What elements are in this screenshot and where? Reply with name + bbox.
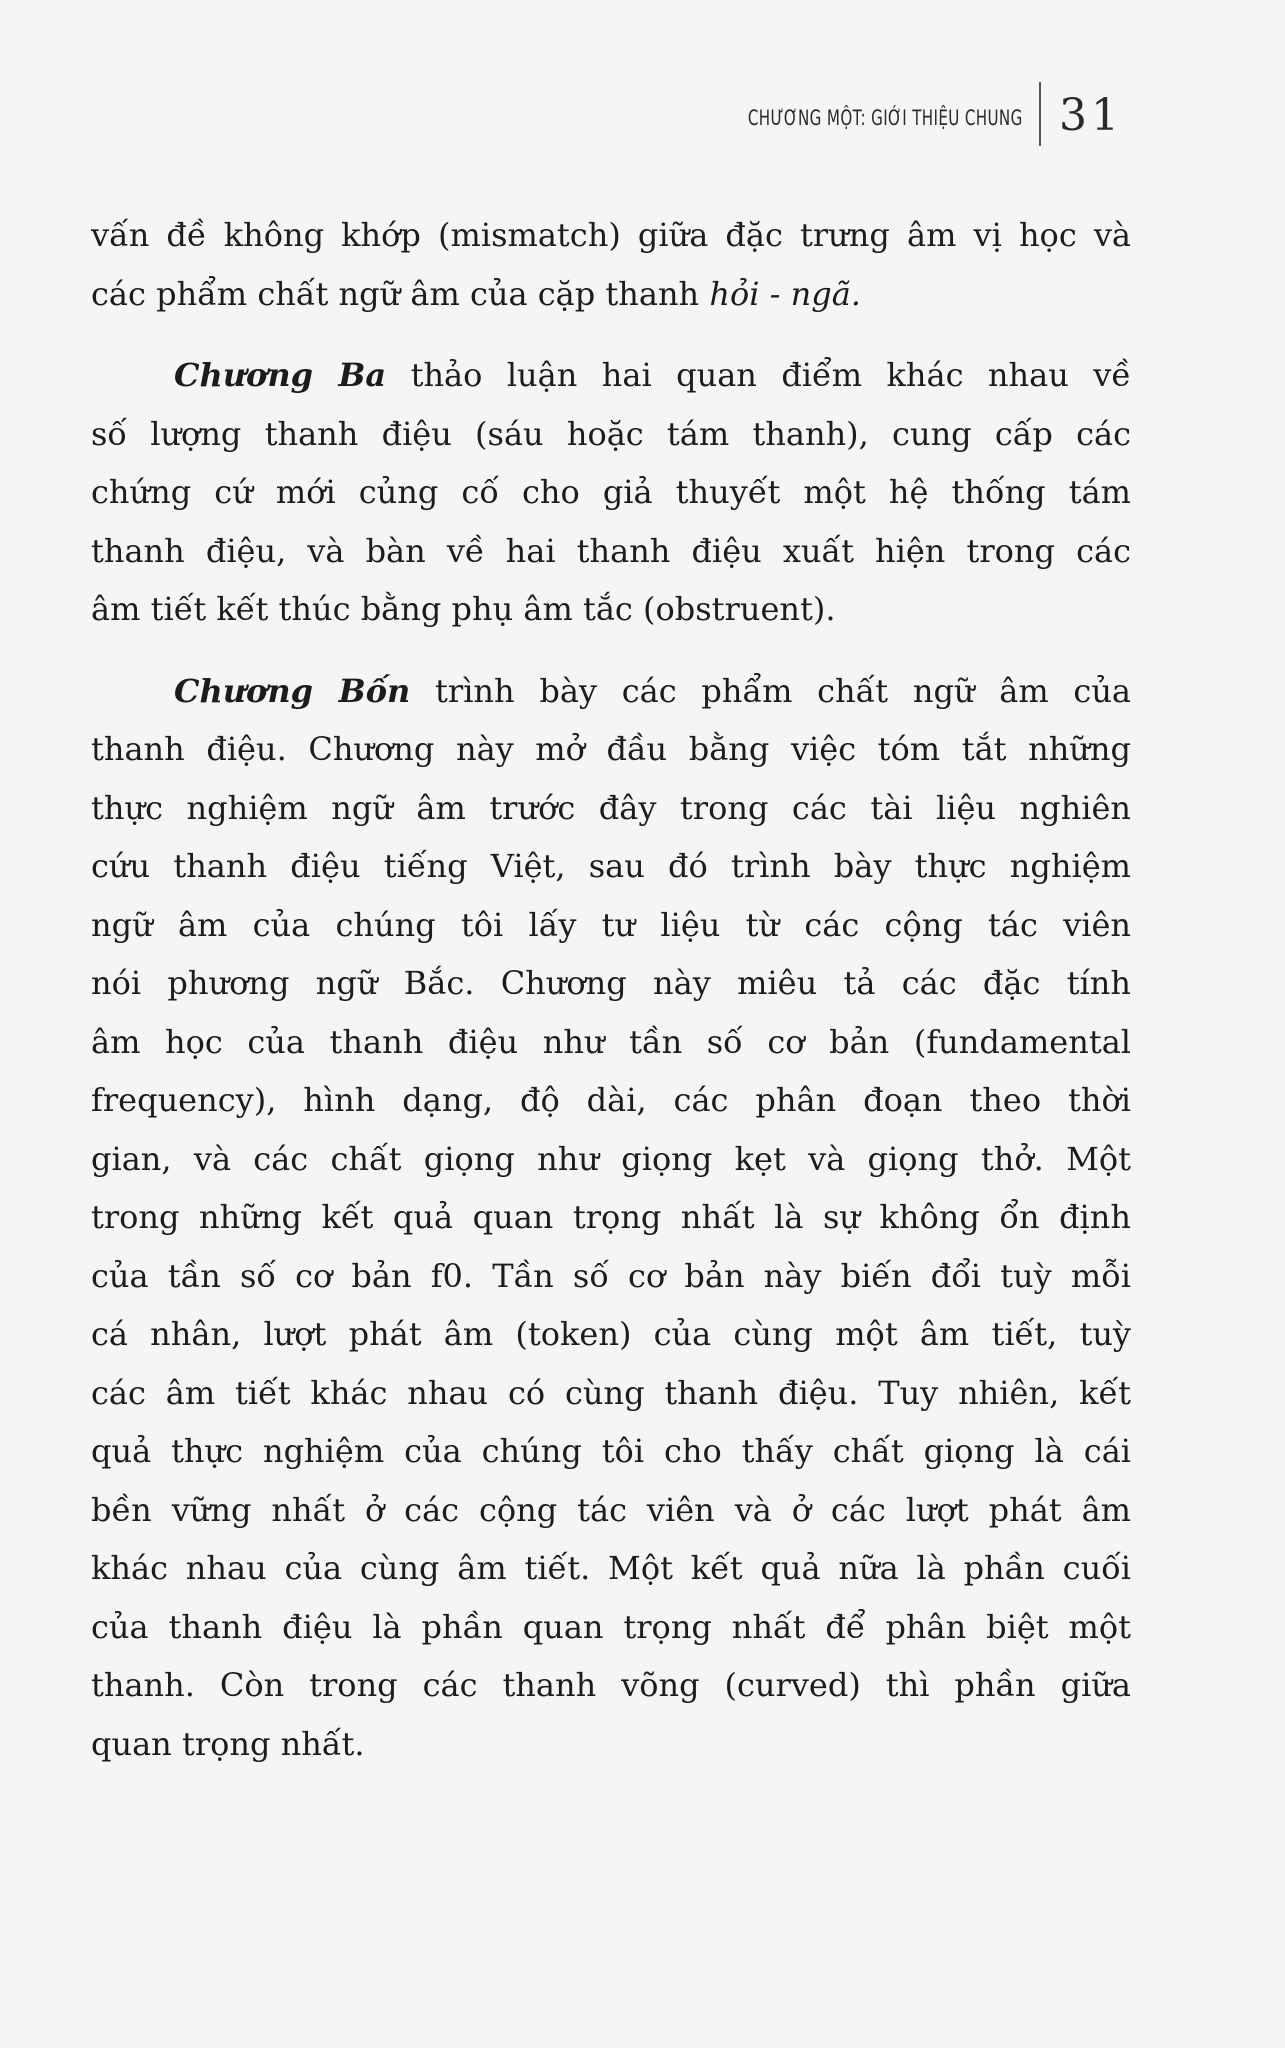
- text-line: gian, và các chất giọng như giọng kẹt và giọng thở. Một: [91, 1139, 1131, 1178]
- paragraph-2: [91, 346, 1131, 639]
- paragraph-3: [91, 662, 1131, 1774]
- page-number: 31: [1059, 89, 1123, 141]
- running-head: [641, 82, 1123, 146]
- text-run: thảo luận hai quan điểm khác nhau về: [386, 356, 1131, 394]
- text-line: thanh điệu, và bàn về hai thanh điệu xuất hiện trong các: [91, 531, 1131, 570]
- text-line: các âm tiết khác nhau có cùng thanh điệu. Tuy nhiên, kết: [91, 1373, 1131, 1412]
- text-line: [91, 265, 1131, 324]
- text-line: cá nhân, lượt phát âm (token) của cùng một âm tiết, tuỳ: [91, 1315, 1131, 1353]
- text-line: âm học của thanh điệu như tần số cơ bản (fundamental: [91, 1022, 1131, 1061]
- text-line: [91, 346, 1131, 405]
- text-line: thực nghiệm ngữ âm trước đây trong các tài liệu nghiên: [91, 788, 1131, 827]
- chapter-title: CHƯƠNG MỘT: GIỚI THIỆU CHUNG: [748, 106, 1023, 130]
- body-text: [91, 206, 1131, 1773]
- text-line: âm tiết kết thúc bằng phụ âm tắc (obstruent).: [91, 590, 836, 628]
- italic-term: hỏi - ngã.: [709, 274, 861, 313]
- text-line: số lượng thanh điệu (sáu hoặc tám thanh), cung cấp các: [91, 414, 1131, 453]
- text-line: chứng cứ mới củng cố cho giả thuyết một hệ thống tám: [91, 473, 1131, 511]
- text-line: cứu thanh điệu tiếng Việt, sau đó trình bày thực nghiệm: [91, 847, 1131, 885]
- text-line: bền vững nhất ở các cộng tác viên và ở các lượt phát âm: [91, 1490, 1131, 1529]
- text-line: thanh điệu. Chương này mở đầu bằng việc tóm tắt những: [91, 730, 1131, 768]
- text-line: ngữ âm của chúng tôi lấy tư liệu từ các cộng tác viên: [91, 905, 1131, 944]
- text-line: frequency), hình dạng, độ dài, các phân đoạn theo thời: [91, 1081, 1131, 1119]
- text-line: vấn đề không khớp (mismatch) giữa đặc trưng âm vị học và: [91, 216, 1131, 254]
- text-line: thanh. Còn trong các thanh võng (curved) thì phần giữa: [91, 1666, 1131, 1704]
- chapter-reference: Chương Ba: [174, 356, 387, 394]
- text-run: trình bày các phẩm chất ngữ âm của: [410, 671, 1132, 710]
- text-line: khác nhau của cùng âm tiết. Một kết quả nữa là phần cuối: [91, 1549, 1131, 1587]
- chapter-reference: Chương Bốn: [174, 671, 411, 710]
- text-line: trong những kết quả quan trọng nhất là sự không ổn định: [91, 1198, 1131, 1236]
- text-line: quả thực nghiệm của chúng tôi cho thấy chất giọng là cái: [91, 1432, 1131, 1470]
- text-run: các phẩm chất ngữ âm của cặp thanh: [91, 274, 710, 313]
- paragraph-1: [91, 206, 1131, 323]
- text-line: quan trọng nhất.: [91, 1724, 365, 1763]
- header-divider: [1039, 82, 1041, 146]
- text-line: [91, 662, 1131, 721]
- text-line: của thanh điệu là phần quan trọng nhất để phân biệt một: [91, 1607, 1131, 1646]
- text-line: nói phương ngữ Bắc. Chương này miêu tả các đặc tính: [91, 964, 1131, 1002]
- text-line: của tần số cơ bản f0. Tần số cơ bản này biến đổi tuỳ mỗi: [91, 1256, 1131, 1295]
